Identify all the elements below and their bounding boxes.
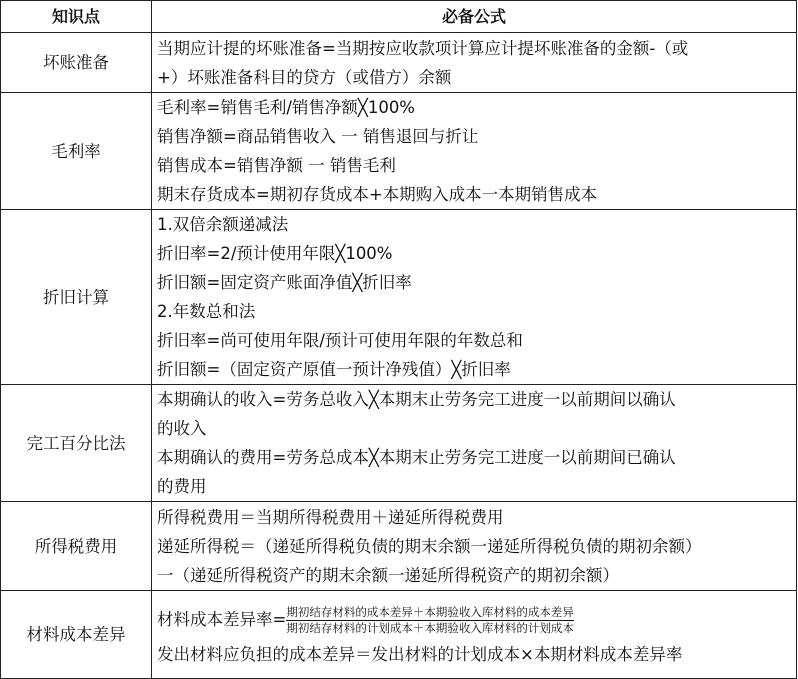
formula-line: 本期确认的费用=劳务总成本╳本期末止劳务完工进度一以前期间已确认	[157, 448, 676, 467]
formula-line: 折旧额=固定资产账面净值╳折旧率	[157, 273, 412, 292]
formula-line: 折旧额=（固定资产原值一预计净残值）╳折旧率	[157, 360, 511, 379]
table-header	[1, 1, 797, 33]
table-row	[1, 210, 797, 385]
row-label: 坏账准备	[1, 33, 152, 93]
row-label: 毛利率	[1, 93, 152, 210]
table-row	[1, 93, 797, 210]
formula-line: 的费用	[157, 477, 207, 496]
row-formulas	[152, 385, 797, 502]
formula-line: 毛利率=销售毛利/销售净额╳100%	[157, 98, 415, 117]
formula-line: +）坏账准备科目的贷方（或借方）余额	[157, 67, 452, 87]
row-formulas	[152, 502, 797, 591]
fraction	[286, 605, 574, 636]
formula-line: 当期应计提的坏账准备=当期按应收款项计算应计提坏账准备的金额-（或	[157, 38, 689, 58]
row-label: 完工百分比法	[1, 385, 152, 502]
row-formulas	[152, 210, 797, 385]
formula-line: 期末存货成本=期初存货成本+本期购入成本一本期销售成本	[157, 185, 598, 204]
formula-line: 递延所得税＝（递延所得税负债的期末余额一递延所得税负债的期初余额）	[157, 536, 702, 556]
formula-line: 发出材料应负担的成本差异＝发出材料的计划成本×本期材料成本差异率	[157, 645, 683, 664]
denominator: 期初结存材料的计划成本＋本期验收入库材料的计划成本	[286, 621, 574, 635]
header-knowledge-point: 知识点	[1, 1, 152, 33]
formula-line: 一（递延所得税资产的期末余额一递延所得税资产的期初余额）	[157, 565, 619, 585]
formula-line: 所得税费用＝当期所得税费用＋递延所得税费用	[157, 507, 504, 527]
formula-line: 的收入	[157, 419, 207, 438]
row-formulas	[152, 591, 797, 679]
formula-line: 2.年数总和法	[157, 302, 256, 321]
table-row	[1, 33, 797, 93]
row-label: 材料成本差异	[1, 591, 152, 679]
row-label: 折旧计算	[1, 210, 152, 385]
row-formulas	[152, 93, 797, 210]
formula-line: 销售成本=销售净额 一 销售毛利	[157, 156, 396, 175]
row-formulas	[152, 33, 797, 93]
table-row	[1, 591, 797, 679]
table-row	[1, 502, 797, 591]
header-formulas: 必备公式	[152, 1, 797, 33]
table-row	[1, 385, 797, 502]
formula-line: 折旧率=尚可使用年限/预计可使用年限的年数总和	[157, 331, 523, 350]
formula-line: 销售净额=商品销售收入 一 销售退回与折让	[157, 127, 479, 146]
formula-label: 材料成本差异率=	[157, 610, 287, 629]
formula-line: 本期确认的收入=劳务总收入╳本期末止劳务完工进度一以前期间以确认	[157, 390, 676, 409]
row-label: 所得税费用	[1, 502, 152, 591]
formula-line: 折旧率=2/预计使用年限╳100%	[157, 244, 393, 263]
fraction-formula	[157, 600, 791, 640]
formula-line: 1.双倍余额递减法	[157, 215, 289, 234]
numerator: 期初结存材料的成本差异＋本期验收入库材料的成本差异	[286, 605, 574, 619]
